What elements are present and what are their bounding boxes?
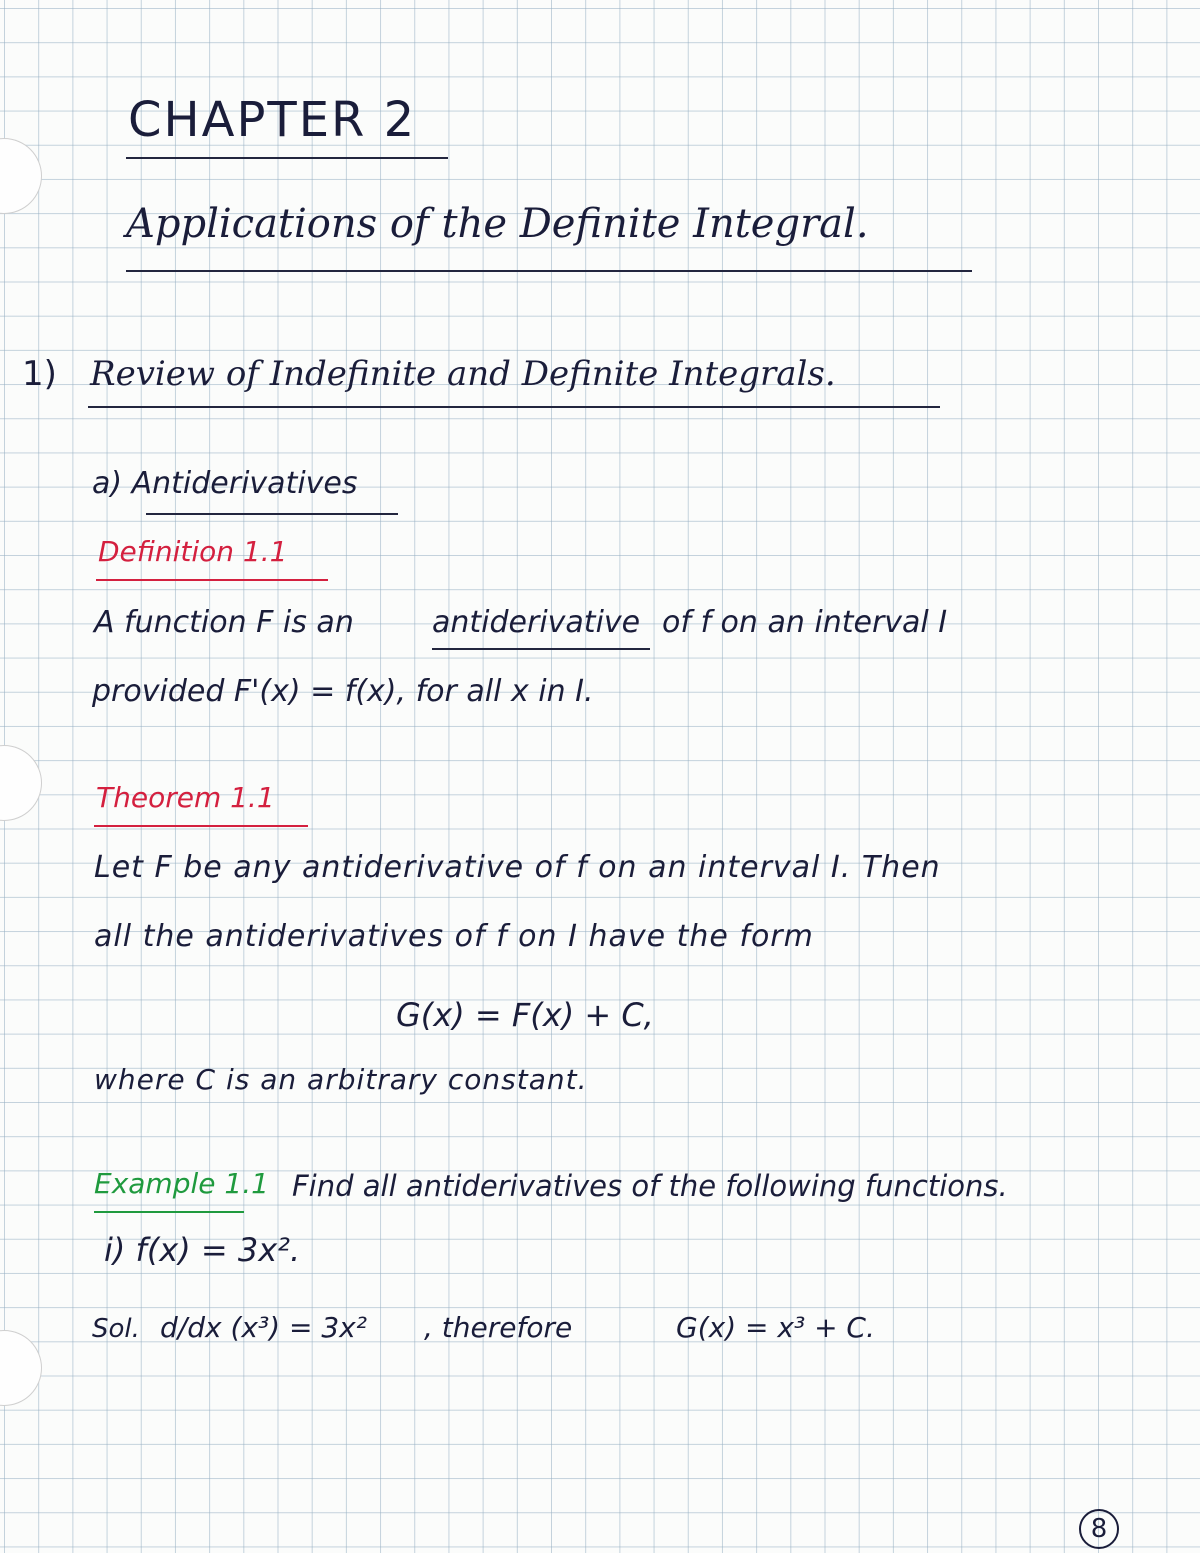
example-label: Example 1.1 [94, 1167, 269, 1200]
definition-line1-prefix: A function F is an [94, 605, 354, 640]
section-title-underline [88, 406, 940, 408]
solution-label: Sol. [92, 1314, 140, 1344]
example-text: Find all antiderivatives of the following functions. [292, 1169, 1008, 1203]
definition-line1-suffix: of f on an interval I [662, 605, 948, 640]
binder-hole-top [0, 138, 42, 214]
chapter-heading: CHAPTER 2 [128, 92, 417, 148]
theorem-label: Theorem 1.1 [96, 781, 275, 814]
definition-term-underline [432, 648, 650, 650]
subsection-title: a) Antiderivatives [92, 466, 358, 501]
theorem-line3: where C is an arbitrary constant. [94, 1063, 588, 1096]
theorem-line2: all the antiderivatives of f on I have the form [94, 919, 814, 954]
definition-label: Definition 1.1 [98, 535, 288, 568]
chapter-heading-underline [126, 157, 448, 159]
page-number: 8 [1079, 1509, 1119, 1549]
theorem-line1: Let F be any antiderivative of f on an interval I. Then [94, 850, 941, 885]
example-part-i: i) f(x) = 3x². [104, 1231, 301, 1269]
section-number: 1) [22, 354, 57, 394]
example-label-underline [94, 1211, 244, 1213]
definition-term: antiderivative [432, 605, 641, 640]
binder-hole-middle [0, 745, 42, 821]
chapter-title: Applications of the Definite Integral. [126, 201, 869, 247]
subsection-underline [146, 513, 398, 515]
theorem-formula: G(x) = F(x) + C, [396, 996, 654, 1034]
theorem-label-underline [94, 825, 308, 827]
definition-line2: provided F'(x) = f(x), for all x in I. [92, 674, 594, 709]
solution-derivative: d/dx (x³) = 3x² [160, 1311, 367, 1344]
solution-result: G(x) = x³ + C. [676, 1311, 875, 1344]
chapter-title-underline [126, 270, 972, 272]
solution-middle: , therefore [424, 1311, 573, 1344]
section-title: Review of Indefinite and Definite Integrals. [90, 354, 836, 394]
binder-hole-bottom [0, 1330, 42, 1406]
definition-label-underline [96, 579, 328, 581]
